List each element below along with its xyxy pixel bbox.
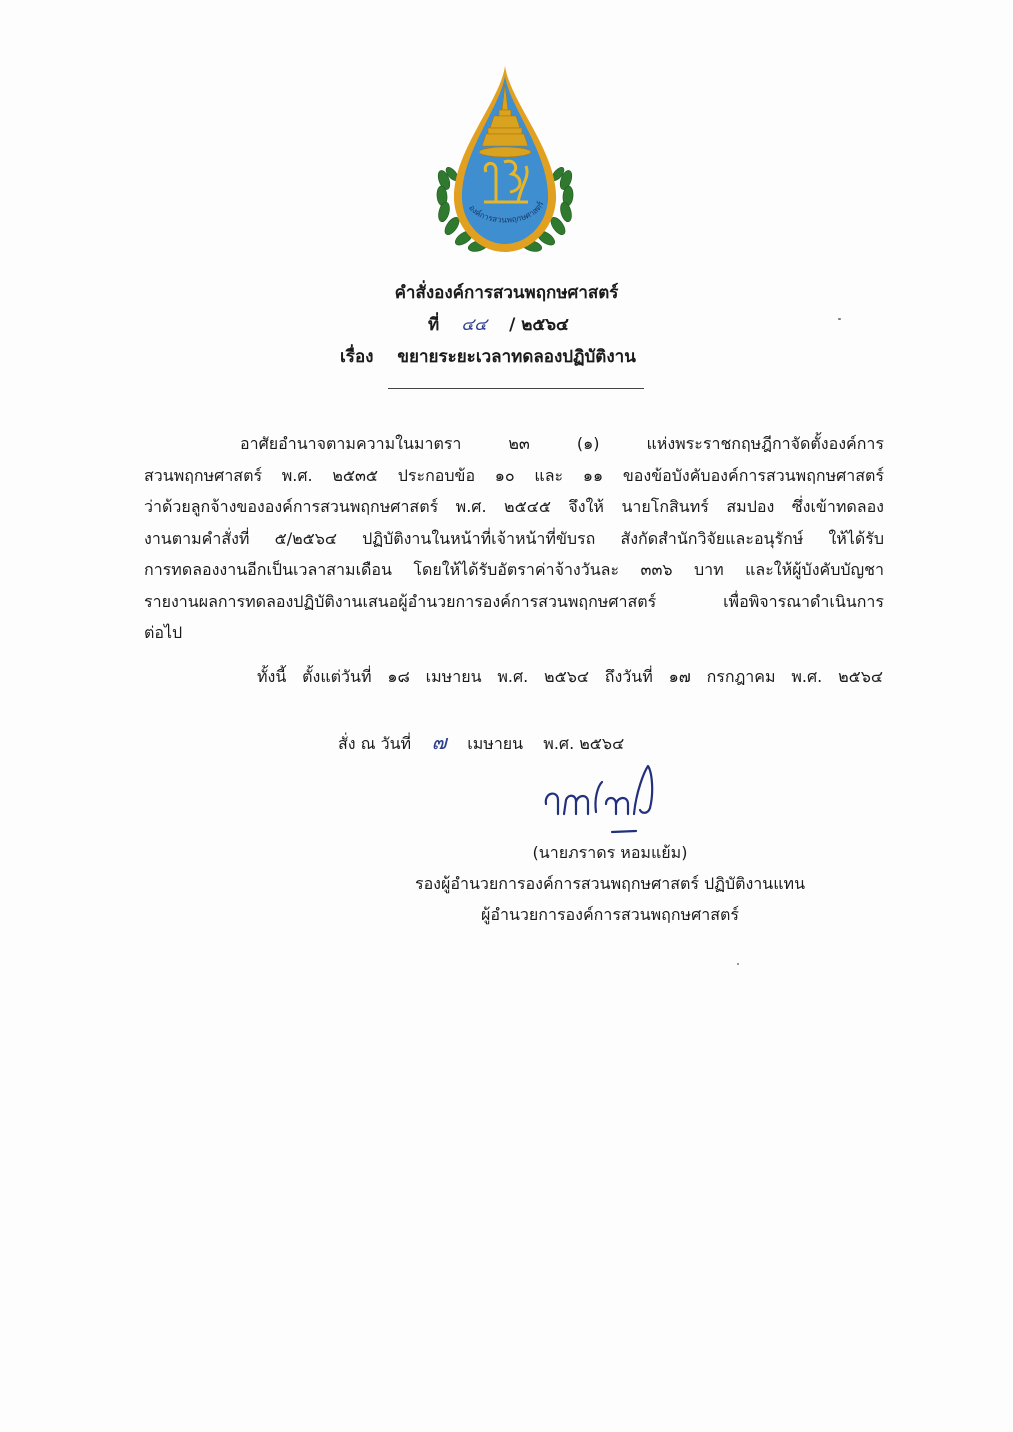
body-line: อาศัยอำนาจตามความในมาตรา ๒๓ (๑) แห่งพระราชกฤษฎีกาจัดตั้งองค์การ [240, 434, 884, 453]
subject-text: ขยายระยะเวลาทดลองปฏิบัติงาน [397, 347, 636, 367]
order-number-label: ที่ [428, 315, 440, 335]
order-date-month: เมษายน [467, 734, 524, 753]
handwritten-signature [536, 752, 666, 836]
order-number-suffix: / ๒๕๖๔ [509, 315, 569, 335]
order-date-year: พ.ศ. ๒๕๖๔ [543, 734, 625, 753]
body-line: ต่อไป [144, 623, 183, 642]
order-number-handwritten: ๔๔ [461, 315, 487, 335]
signatory-position: รองผู้อำนวยการองค์การสวนพฤกษศาสตร์ ปฏิบัติงานแทน [414, 874, 806, 893]
body-line: การทดลองงานอีกเป็นเวลาสามเดือน โดยให้ได้รับอัตราค่าจ้างวันละ ๓๓๖ บาท และให้ผู้บังคับบัญชา [144, 560, 884, 579]
paper-speck [838, 318, 841, 320]
svg-text:องค์การสวนพฤกษศาสตร์: องค์การสวนพฤกษศาสตร์ [466, 200, 546, 225]
order-number [428, 311, 569, 338]
order-body [144, 428, 884, 649]
organization-emblem-icon [430, 62, 580, 262]
body-line: ว่าด้วยลูกจ้างขององค์การสวนพฤกษศาสตร์ พ.ศ. ๒๕๔๕ จึงให้ นายโกสินทร์ สมปอง ซึ่งเข้าทดลอง [144, 497, 884, 516]
subject-label: เรื่อง [340, 347, 374, 367]
body-line: งานตามคำสั่งที่ ๕/๒๕๖๔ ปฏิบัติงานในหน้าที่เจ้าหน้าที่ขับรถ สังกัดสำนักวิจัยและอนุรักษ์ ให้ได้รับ [144, 528, 884, 548]
body-line: รายงานผลการทดลองปฏิบัติงานเสนอผู้อำนวยการองค์การสวนพฤกษศาสตร์ เพื่อพิจารณาดำเนินการ [144, 591, 884, 611]
order-title: คำสั่งองค์การสวนพฤกษศาสตร์ [394, 283, 619, 303]
header-divider [388, 388, 644, 389]
paper-speck [737, 963, 739, 965]
order-subject [340, 343, 636, 370]
body-line: สวนพฤกษศาสตร์ พ.ศ. ๒๕๓๕ ประกอบข้อ ๑๐ และ ๑๑ ของข้อบังคับองค์การสวนพฤกษศาสตร์ [144, 465, 884, 485]
effective-period: ทั้งนี้ ตั้งแต่วันที่ ๑๘ เมษายน พ.ศ. ๒๕๖๔ ถึงวันที่ ๑๗ กรกฎาคม พ.ศ. ๒๕๖๔ [257, 667, 883, 686]
signatory-position-acting-for: ผู้อำนวยการองค์การสวนพฤกษศาสตร์ [481, 905, 739, 924]
signatory-name: (นายภราดร หอมแย้ม) [532, 843, 688, 862]
order-date-day-handwritten: ๗ [431, 730, 447, 754]
order-date-prefix: สั่ง ณ วันที่ [338, 734, 412, 753]
